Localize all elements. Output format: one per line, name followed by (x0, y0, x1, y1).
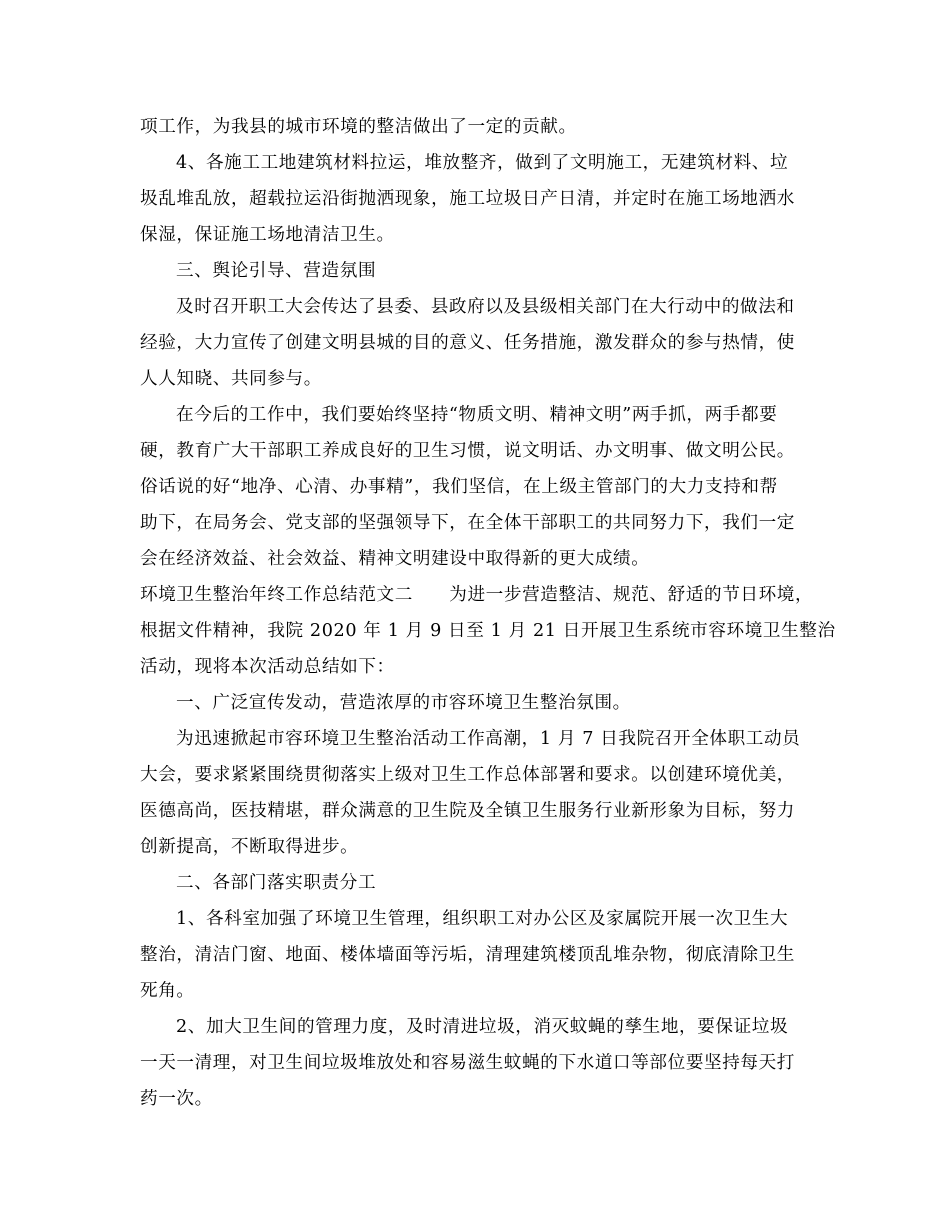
text-line: 1、各科室加强了环境卫生管理，组织职工对办公区及家属院开展一次卫生大 (176, 909, 789, 929)
text-line: 2、加大卫生间的管理力度，及时清进垃圾，消灭蚊蝇的孳生地，要保证垃圾 (176, 1017, 789, 1037)
text-line: 死角。 (140, 981, 195, 1001)
text-line: 人人知晓、共同参与。 (140, 369, 322, 389)
text-line: 活动，现将本次活动总结如下： (140, 657, 395, 677)
text-line: 为迅速掀起市容环境卫生整治活动工作高潮，1 月 7 日我院召开全体职工动员 (176, 729, 801, 749)
section-heading: 一、广泛宣传发动，营造浓厚的市容环境卫生整治氛围。 (176, 693, 631, 713)
text-line: 保湿，保证施工场地清洁卫生。 (140, 225, 395, 245)
text-line: 经验，大力宣传了创建文明县城的目的意义、任务措施，激发群众的参与热情，使 (140, 333, 795, 353)
text-line: 医德高尚，医技精堪，群众满意的卫生院及全镇卫生服务行业新形象为目标，努力 (140, 801, 795, 821)
text-line: 创新提高，不断取得进步。 (140, 837, 359, 857)
text-line: 4、各施工工地建筑材料拉运，堆放整齐，做到了文明施工，无建筑材料、垃 (176, 153, 789, 173)
article-title-line: 环境卫生整治年终工作总结范文二 为进一步营造整洁、规范、舒适的节日环境， (140, 585, 814, 605)
text-line: 硬，教育广大干部职工养成良好的卫生习惯，说文明话、办文明事、做文明公民。 (140, 441, 795, 461)
text-line: 整治，清洁门窗、地面、楼体墙面等污垢，清理建筑楼顶乱堆杂物，彻底清除卫生 (140, 945, 795, 965)
text-line: 项工作，为我县的城市环境的整洁做出了一定的贡献。 (140, 117, 577, 137)
text-line: 俗话说的好“地净、心清、办事精”，我们坚信，在上级主管部门的大力支持和帮 (140, 477, 778, 497)
text-line: 圾乱堆乱放，超载拉运沿街抛洒现象，施工垃圾日产日清，并定时在施工场地洒水 (140, 189, 795, 209)
text-line: 及时召开职工大会传达了县委、县政府以及县级相关部门在大行动中的做法和 (176, 297, 795, 317)
section-heading: 三、舆论引导、营造氛围 (176, 261, 377, 281)
text-line: 会在经济效益、社会效益、精神文明建设中取得新的更大成绩。 (140, 549, 650, 569)
text-line: 大会，要求紧紧围绕贯彻落实上级对卫生工作总体部署和要求。以创建环境优美， (140, 765, 795, 785)
text-line: 在今后的工作中，我们要始终坚持“物质文明、精神文明”两手抓，两手都要 (176, 405, 778, 425)
section-heading: 二、各部门落实职责分工 (176, 873, 377, 893)
text-line: 助下，在局务会、党支部的坚强领导下，在全体干部职工的共同努力下，我们一定 (140, 513, 795, 533)
text-line: 药一次。 (140, 1089, 213, 1109)
text-line: 根据文件精神，我院 2020 年 1 月 9 日至 1 月 21 日开展卫生系统市容环境卫生整治 (140, 621, 836, 641)
text-line: 一天一清理，对卫生间垃圾堆放处和容易滋生蚊蝇的下水道口等部位要坚持每天打 (140, 1053, 795, 1073)
